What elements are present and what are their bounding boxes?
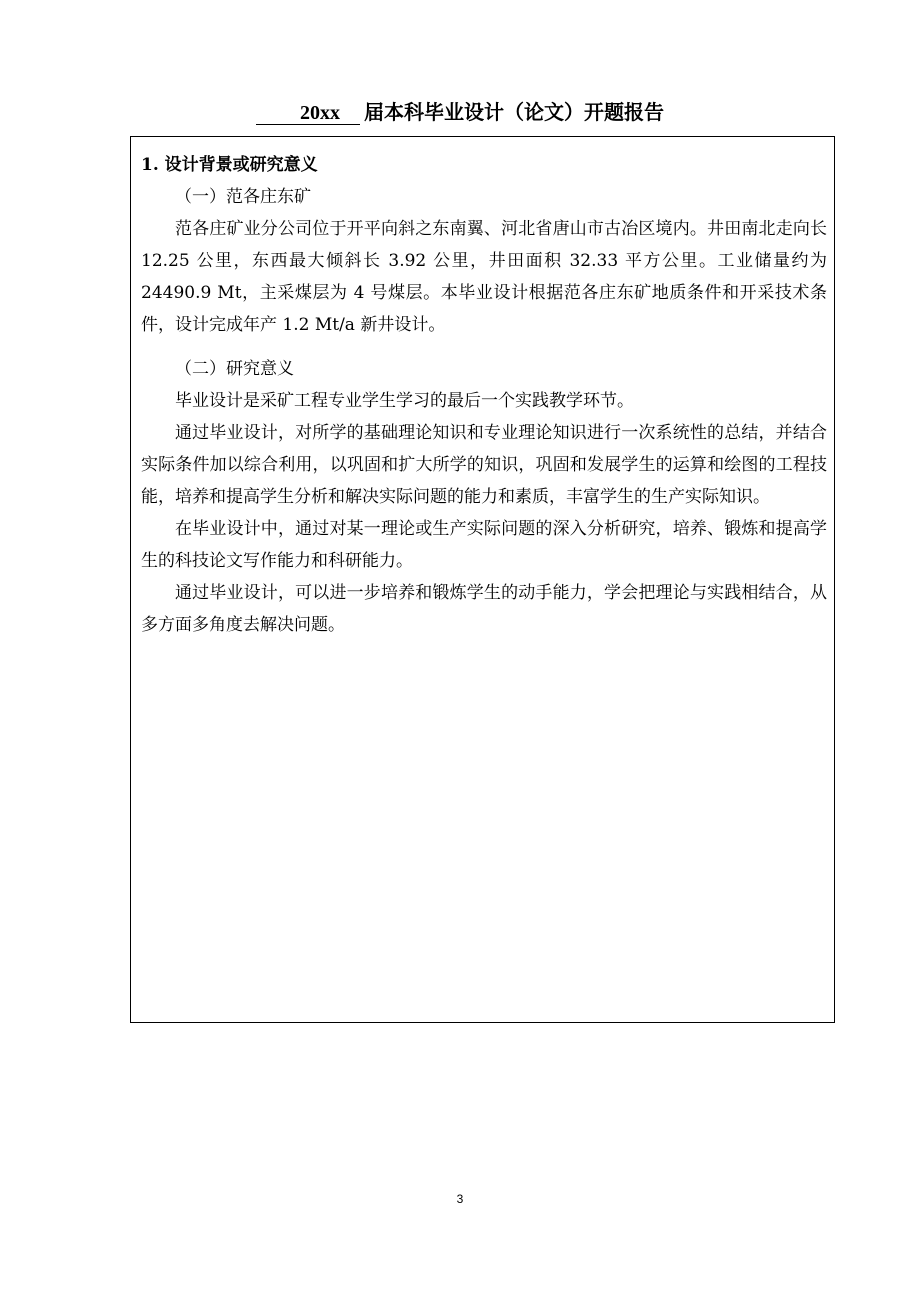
paragraph-mine-overview: 范各庄矿业分公司位于开平向斜之东南翼、河北省唐山市古冶区境内。井田南北走向长 12.25 公里，东西最大倾斜长 3.92 公里，井田面积 32.33 平方公里。工业储量约为 24490.9 Mt，主采煤层为 4 号煤层。本毕业设计根据范各庄东矿地质条件和开采技术条件，设计完成年产 1.2 Mt/a 新井设计。	[141, 219, 827, 335]
section-gap	[141, 341, 827, 353]
report-year: 20xx	[256, 102, 360, 125]
report-title	[0, 96, 920, 128]
paragraph-significance-2: 通过毕业设计，对所学的基础理论知识和专业理论知识进行一次系统性的总结，并结合实际条件加以综合利用，以巩固和扩大所学的知识，巩固和发展学生的运算和绘图的工程技能，培养和提高学生分析和解决实际问题的能力和素质，丰富学生的生产实际知识。	[141, 423, 827, 507]
subheading-research-significance: （二）研究意义	[175, 359, 294, 379]
page-number: 3	[456, 1192, 464, 1206]
content-table-cell	[130, 136, 835, 1023]
paragraph-significance-1: 毕业设计是采矿工程专业学生学习的最后一个实践教学环节。	[175, 391, 634, 411]
paragraph-significance-3: 在毕业设计中，通过对某一理论或生产实际问题的深入分析研究，培养、锻炼和提高学生的科技论文写作能力和科研能力。	[141, 519, 827, 571]
paragraph-significance-4: 通过毕业设计，可以进一步培养和锻炼学生的动手能力，学会把理论与实践相结合，从多方面多角度去解决问题。	[141, 583, 827, 635]
section-heading: 1. 设计背景或研究意义	[141, 155, 318, 175]
subheading-fangezhuang-east-mine: （一）范各庄东矿	[175, 187, 311, 207]
report-title-text: 届本科毕业设计（论文）开题报告	[364, 100, 664, 124]
content-body	[141, 149, 827, 641]
